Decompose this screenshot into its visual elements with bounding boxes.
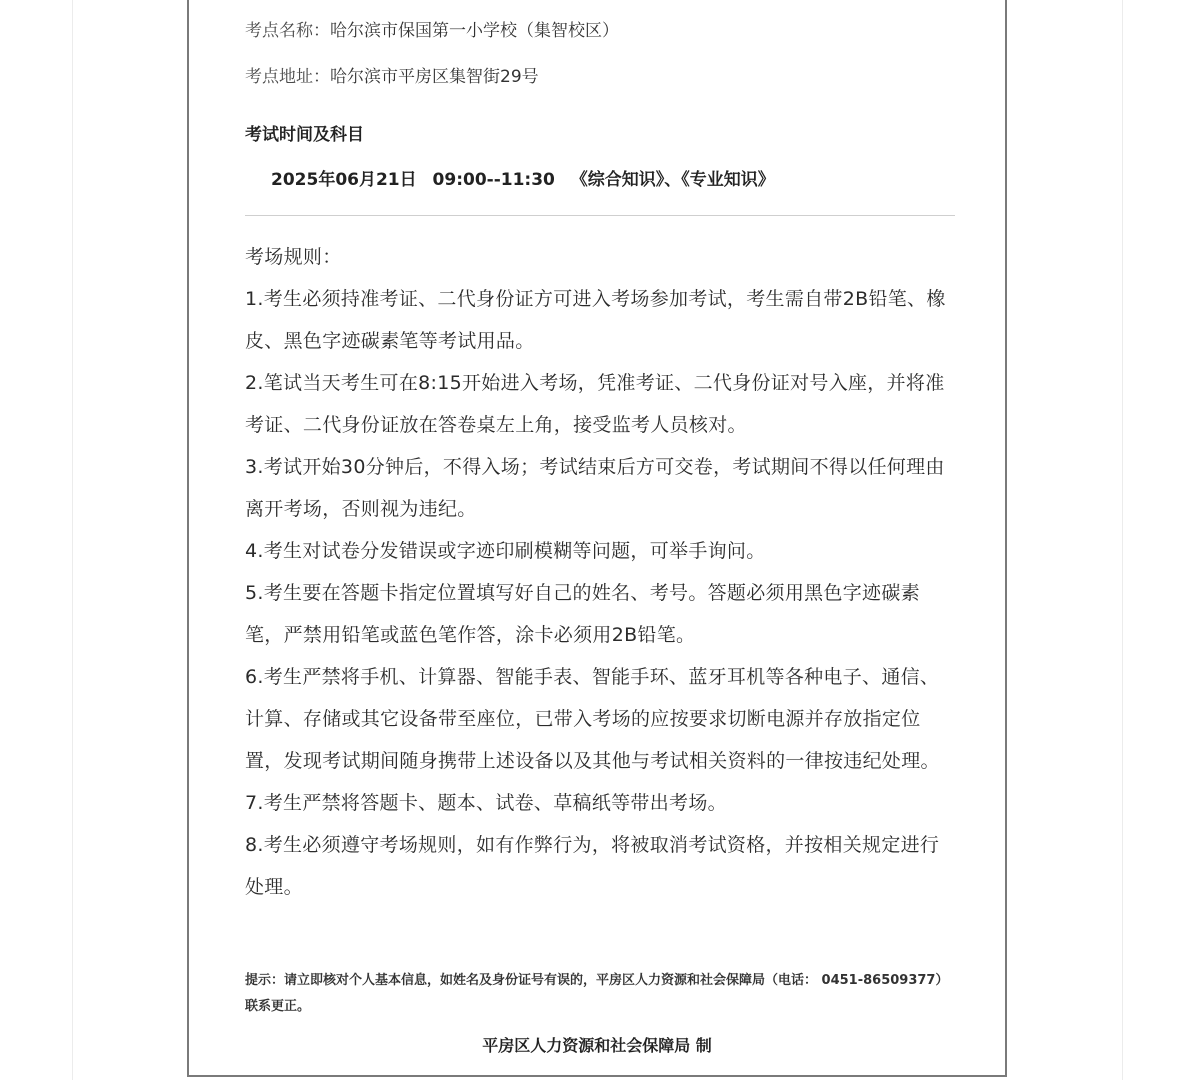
issuer-footer: 平房区人力资源和社会保障局 制 <box>482 1036 712 1055</box>
exam-site-name-label: 考点名称： <box>245 21 330 41</box>
rule-item-2: 2.笔试当天考生可在8:15开始进入考场，凭准考证、二代身份证对号入座，并将准考证、二代身份证放在答卷桌左上角，接受监考人员核对。 <box>245 372 945 436</box>
section-divider <box>245 215 955 216</box>
exam-site-address-value: 哈尔滨市平房区集智街29号 <box>330 67 539 87</box>
rule-item-5: 5.考生要在答题卡指定位置填写好自己的姓名、考号。答题必须用黑色字迹碳素笔，严禁用铅笔或蓝色笔作答，涂卡必须用2B铅笔。 <box>245 582 920 646</box>
admission-ticket-card <box>187 0 1007 1077</box>
rule-item-4: 4.考生对试卷分发错误或字迹印刷模糊等问题，可举手询问。 <box>245 540 766 562</box>
rule-item-7: 7.考生严禁将答题卡、题本、试卷、草稿纸等带出考场。 <box>245 792 727 814</box>
rule-item-1: 1.考生必须持准考证、二代身份证方可进入考场参加考试，考生需自带2B铅笔、橡皮、黑色字迹碳素笔等考试用品。 <box>245 288 946 352</box>
schedule-entry: 2025年06月21日 09:00--11:30 《综合知识》、《专业知识》 <box>271 170 775 190</box>
rule-item-3: 3.考试开始30分钟后，不得入场；考试结束后方可交卷，考试期间不得以任何理由离开考场，否则视为违纪。 <box>245 456 945 520</box>
exam-site-address-label: 考点地址： <box>245 67 330 87</box>
page-edge-right <box>1122 0 1123 1080</box>
page-edge-left <box>72 0 73 1080</box>
rule-item-8: 8.考生必须遵守考场规则，如有作弊行为，将被取消考试资格，并按相关规定进行处理。 <box>245 834 940 898</box>
exam-rules <box>245 236 957 908</box>
schedule-title: 考试时间及科目 <box>245 125 364 145</box>
exam-site-name <box>245 16 619 41</box>
exam-site-name-value: 哈尔滨市保国第一小学校（集智校区） <box>330 21 619 41</box>
exam-site-address <box>245 62 539 87</box>
rules-title: 考场规则： <box>245 246 342 268</box>
correction-notice: 提示：请立即核对个人基本信息，如姓名及身份证号有误的，平房区人力资源和社会保障局（电话： 0451-86509377）联系更正。 <box>245 973 942 1014</box>
rule-item-6: 6.考生严禁将手机、计算器、智能手表、智能手环、蓝牙耳机等各种电子、通信、计算、存储或其它设备带至座位，已带入考场的应按要求切断电源并存放指定位置，发现考试期间随身携带上述设备以及其他与考试相关资料的一律按违纪处理。 <box>245 666 940 772</box>
